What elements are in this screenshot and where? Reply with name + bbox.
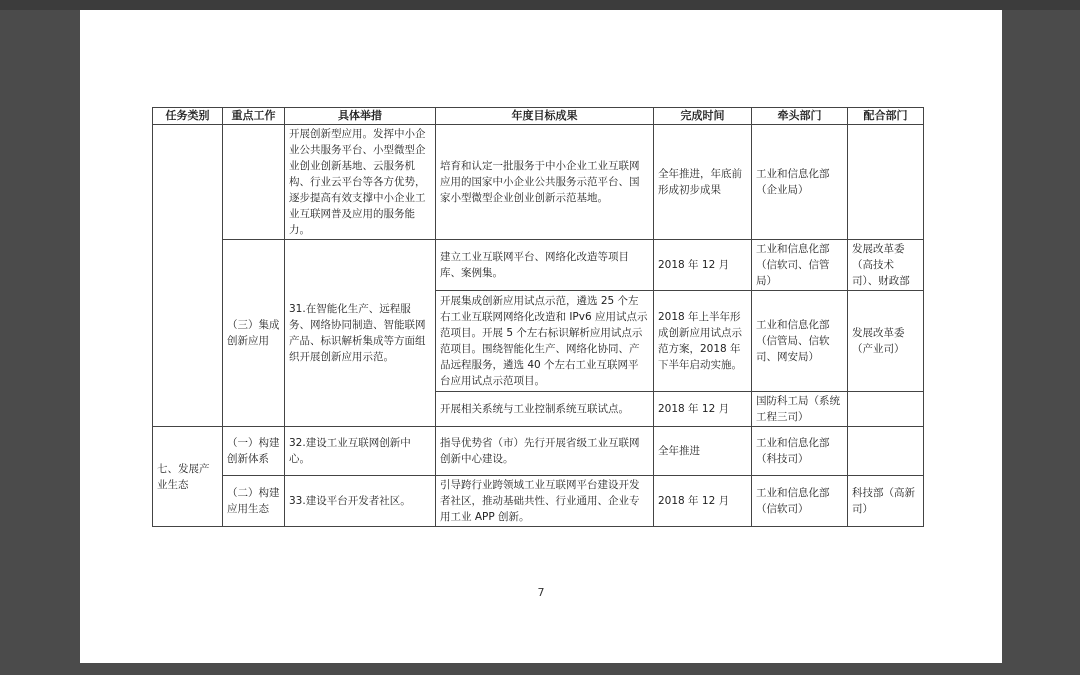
support-dept-cell: 发展改革委（产业司）	[848, 291, 924, 392]
time-cell: 2018 年 12 月	[654, 476, 752, 527]
lead-dept-cell: 工业和信息化部（科技司）	[752, 427, 848, 476]
header-cell: 年度目标成果	[436, 108, 654, 125]
support-dept-cell	[848, 392, 924, 427]
category-cell-empty	[153, 125, 223, 427]
table-row	[153, 427, 924, 476]
time-cell: 2018 年 12 月	[654, 392, 752, 427]
measure-cell: 开展创新型应用。发挥中小企业公共服务平台、小型微型企业创业创新基地、云服务机构、行业云平台等各方优势，逐步提高有效支撑中小企业工业互联网普及应用的服务能力。	[285, 125, 436, 240]
header-cell: 牵头部门	[752, 108, 848, 125]
header-cell: 完成时间	[654, 108, 752, 125]
goal-cell: 培育和认定一批服务于中小企业工业互联网应用的国家中小企业公共服务示范平台、国家小型微型企业创业创新示范基地。	[436, 125, 654, 240]
header-cell: 配合部门	[848, 108, 924, 125]
table-header-row	[153, 108, 924, 125]
work-cell: （二）构建应用生态	[223, 476, 285, 527]
header-cell: 重点工作	[223, 108, 285, 125]
header-cell: 具体举措	[285, 108, 436, 125]
lead-dept-cell: 工业和信息化部（信管局、信软司、网安局）	[752, 291, 848, 392]
page-number: 7	[537, 586, 545, 599]
lead-dept-cell: 国防科工局（系统工程三司）	[752, 392, 848, 427]
measure-cell: 31.在智能化生产、远程服务、网络协同制造、智能联网产品、标识解析集成等方面组织开展创新应用示范。	[285, 240, 436, 427]
table-row	[153, 476, 924, 527]
support-dept-cell: 科技部（高新司）	[848, 476, 924, 527]
lead-dept-cell: 工业和信息化部（信软司、信管局）	[752, 240, 848, 291]
table-row	[153, 125, 924, 240]
work-cell: （一）构建创新体系	[223, 427, 285, 476]
goal-cell: 开展集成创新应用试点示范，遴选 25 个左右工业互联网网络化改造和 IPv6 应用试点示范项目。开展 5 个左右标识解析应用试点示范项目。围绕智能化生产、网络化协同、产品远程服务，遴选 40 个左右工业互联网平台应用试点示范项目。	[436, 291, 654, 392]
task-table	[152, 107, 924, 527]
work-cell: （三）集成创新应用	[223, 240, 285, 427]
header-cell: 任务类别	[153, 108, 223, 125]
work-cell-empty	[223, 125, 285, 240]
lead-dept-cell: 工业和信息化部（企业局）	[752, 125, 848, 240]
support-dept-cell	[848, 125, 924, 240]
goal-cell: 开展相关系统与工业控制系统互联试点。	[436, 392, 654, 427]
viewer-top-bar	[0, 0, 1080, 10]
time-cell: 全年推进	[654, 427, 752, 476]
time-cell: 2018 年上半年形成创新应用试点示范方案，2018 年下半年启动实施。	[654, 291, 752, 392]
goal-cell: 引导跨行业跨领域工业互联网平台建设开发者社区，推动基础共性、行业通用、企业专用工业 APP 创新。	[436, 476, 654, 527]
goal-cell: 建立工业互联网平台、网络化改造等项目库、案例集。	[436, 240, 654, 291]
measure-cell: 33.建设平台开发者社区。	[285, 476, 436, 527]
category-cell: 七、发展产业生态	[153, 427, 223, 527]
support-dept-cell: 发展改革委（高技术司）、财政部	[848, 240, 924, 291]
goal-cell: 指导优势省（市）先行开展省级工业互联网创新中心建设。	[436, 427, 654, 476]
time-cell: 全年推进，年底前形成初步成果	[654, 125, 752, 240]
measure-cell: 32.建设工业互联网创新中心。	[285, 427, 436, 476]
document-page	[80, 10, 1002, 663]
time-cell: 2018 年 12 月	[654, 240, 752, 291]
table-row	[153, 240, 924, 291]
support-dept-cell	[848, 427, 924, 476]
lead-dept-cell: 工业和信息化部（信软司）	[752, 476, 848, 527]
